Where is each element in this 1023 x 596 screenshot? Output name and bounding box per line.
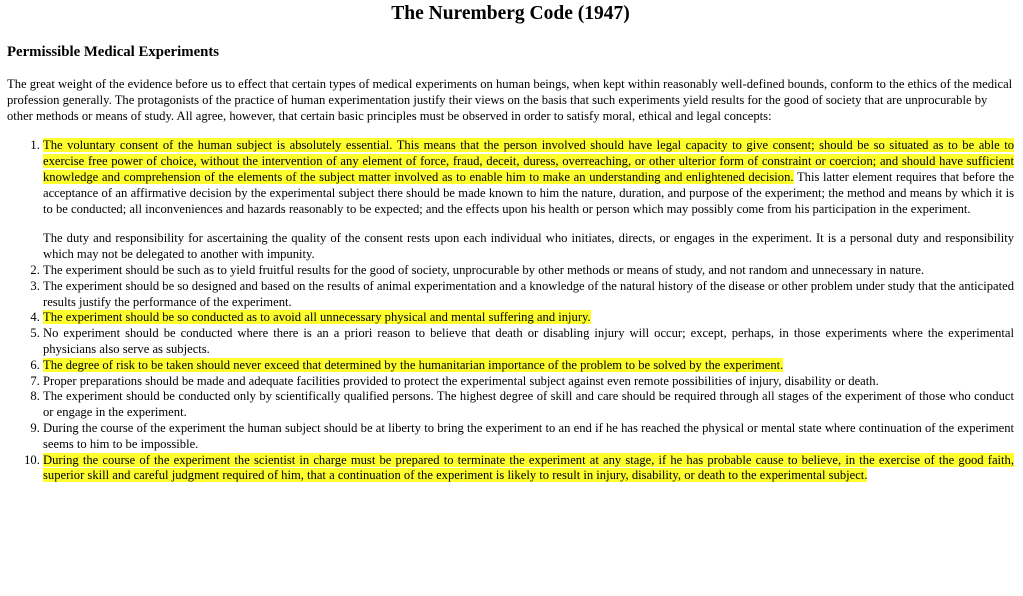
- principle-item: [43, 263, 1014, 279]
- principle-item: [43, 453, 1014, 485]
- principle-text: No experiment should be conducted where there is an a priori reason to believe that death or disabling injury will occur; except, perhaps, in those experiments where the experimental physicians also serve as subjects.: [43, 326, 1014, 356]
- principle-item: [43, 421, 1014, 453]
- principle-item: [43, 310, 1014, 326]
- principle-text: The experiment should be such as to yield fruitful results for the good of society, unprocurable by other methods or means of study, and not random and unnecessary in nature.: [43, 262, 925, 277]
- principle-item: [43, 358, 1014, 374]
- section-title: Permissible Medical Experiments: [7, 44, 220, 60]
- highlighted-text: The voluntary consent of the human subject is absolutely essential. This means that the person involved should have legal capacity to give consent; should be so situated as to be able to exercise free power of choice, without the intervention of any element of force, fraud, deceit, duress, overreaching, or other ulterior form of constraint or coercion; and should have sufficient knowledge and comprehension of the elements of the subject matter involved as to enable him to make an understanding and enlightened decision.: [43, 138, 1014, 184]
- intro-paragraph: The great weight of the evidence before us to effect that certain types of medical experiments on human beings, when kept within reasonably well-defined bounds, conform to the ethics of the medical profession generally. The protagonists of the practice of human experimentation justify their views on the basis that such experiments yield results for the good of society that are unprocurable by other methods or means of study. All agree, however, that certain basic principles must be observed in order to satisfy moral, ethical and legal concepts:: [7, 77, 1013, 123]
- principle-item: [43, 279, 1014, 311]
- principle-text: This latter element requires that before the acceptance of an affirmative decision by the experimental subject there should be made known to him the nature, duration, and purpose of the experiment; the method and means by which it is to be conducted; all inconveniences and hazards reasonably to be expected; and the effects upon his health or person which may possibly come from his participation in the experiment.: [43, 169, 1014, 216]
- highlighted-text: During the course of the experiment the scientist in charge must be prepared to terminate the experiment at any stage, if he has probable cause to believe, in the exercise of the good faith, superior skill and careful judgment required of him, that a continuation of the experiment is likely to result in injury, disability, or death to the experimental subject.: [43, 452, 1014, 483]
- principle-continuation: The duty and responsibility for ascertaining the quality of the consent rests upon each individual who initiates, directs, or engages in the experiment. It is a personal duty and responsibility which may not be delegated to another with impunity.: [43, 231, 1014, 262]
- principle-item: [43, 374, 1014, 390]
- principle-item: [43, 389, 1014, 421]
- principle-item: [43, 326, 1014, 358]
- highlighted-text: The degree of risk to be taken should never exceed that determined by the humanitarian importance of the problem to be solved by the experiment.: [43, 357, 784, 372]
- document-title: The Nuremberg Code (1947): [391, 3, 630, 24]
- highlighted-text: The experiment should be so conducted as to avoid all unnecessary physical and mental suffering and injury.: [43, 310, 591, 325]
- principle-item: [43, 138, 1014, 263]
- principles-list: [7, 138, 1014, 484]
- principle-text: Proper preparations should be made and adequate facilities provided to protect the experimental subject against even remote possibilities of injury, disability or death.: [43, 373, 879, 388]
- principle-text: The experiment should be conducted only by scientifically qualified persons. The highest degree of skill and care should be required through all stages of the experiment of those who conduct or engage in the experiment.: [43, 389, 1014, 420]
- principle-text: During the course of the experiment the human subject should be at liberty to bring the experiment to an end if he has reached the physical or mental state where continuation of the experiment seems to him to be impossible.: [43, 420, 1014, 451]
- principle-text: The experiment should be so designed and based on the results of animal experimentation and a knowledge of the natural history of the disease or other problem under study that the anticipated results justify the performance of the experiment.: [43, 278, 1014, 309]
